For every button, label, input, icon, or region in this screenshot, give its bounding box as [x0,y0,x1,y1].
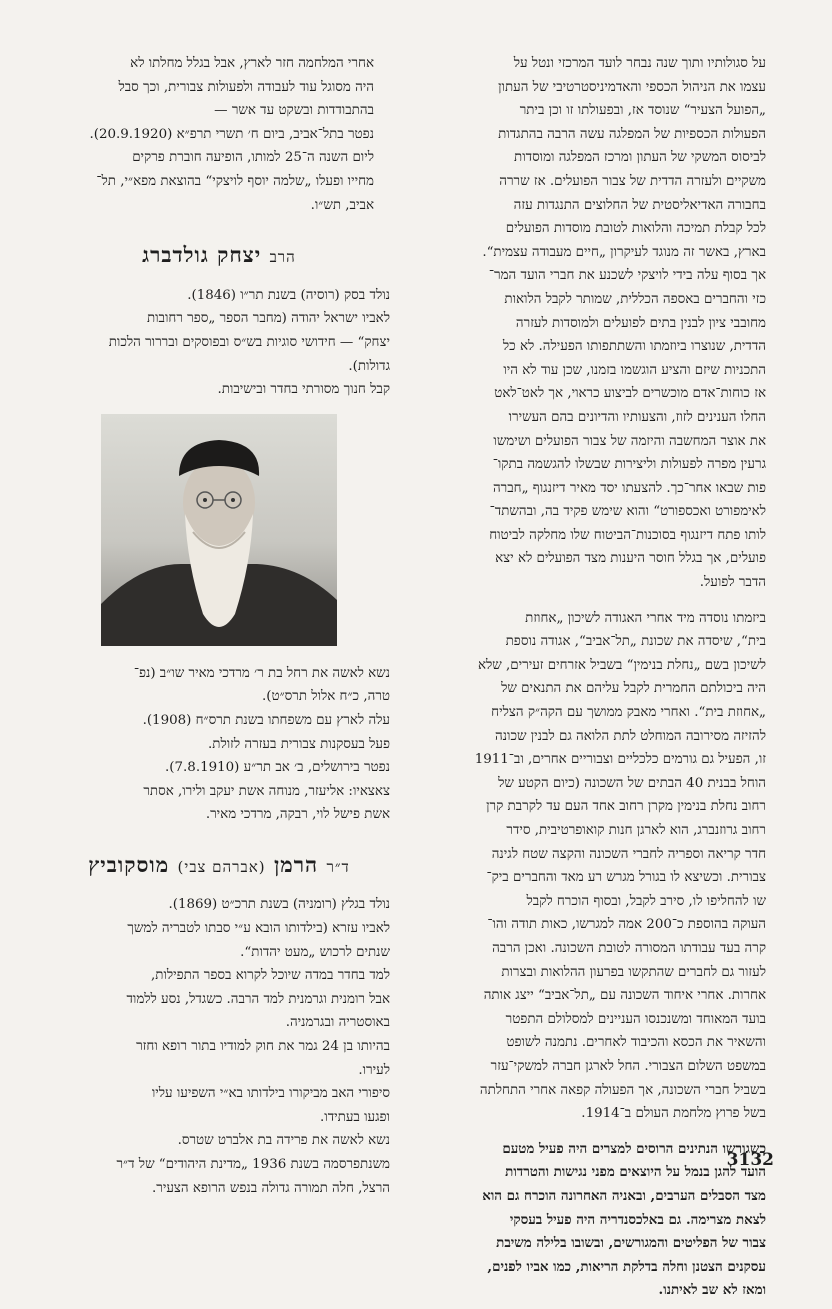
paragraph-nahalat-binyamin [402,607,782,1126]
text-line: „אחוזת בית“. ואחרי מאבק ממושך עם הקה״ק הצליח [491,705,766,721]
text-line: באוסטריה ובגרמניה. [285,1015,390,1031]
goldberg-bio-part1 [48,284,390,402]
text-line: מחייו ופעלו „שלמה יוסף לויצקי“ בהוצאת מפא״י, תל־ [96,173,374,189]
text-line: היה ביכולתם החמרית לקבל עליהם את התנאים של [501,681,766,697]
text-line: הרצל, חלה תמורה גדולה בנפש הרופא הצעיר. [151,1180,390,1196]
text-line: קרה בעד עבודתו המסורה לטובת השכונה. ואכן הרבה [492,940,766,956]
text-line: עסקנים הצטנן וחלה בדלקת הריאות, כמו אביו לפנים, [487,1258,766,1275]
text-line: צאצאיו: אליעזר, מנוחה אשת יעקב ולירו, אסתר [143,783,390,799]
text-line: פות שבאו אחר־כך. להצעתו יסד מאיר דיזנגוף „חברה [492,480,766,496]
text-line: היה מסוגל עוד לעבודה ולפעולות צבורית, וכך סבל [118,79,374,95]
text-line: ומאז לא שב לאיתנו. [658,1282,766,1299]
text-line: נולד בגלץ (רומניה) בשנת תרכ״ט (1869). [168,897,390,913]
text-line: אחרות. אחרי איחוד השכונה עם „תל־אביב“ ייצג אותה [483,988,766,1004]
heading-title-prefix-dr: ד״ר [326,857,350,876]
text-line: והשאיר את הכסא והכיבוד לאחרים. נתמנה לשופט [506,1035,766,1051]
text-line: לאימפורט ואכספורט“ והוא שימש פקיד בה, ובהשתד־ [489,504,766,520]
text-line: הדדית, שנוצרו ביוזמתו והשתתפותו הפעילה. לא כל [502,339,766,355]
text-line: ופגעו בעתידו. [320,1109,390,1125]
text-line: לביסוס המשקי של העתון ומרכז המפלגה ומוסדות [514,150,766,166]
text-line: רחוב גרוזנברג, הוא לארגן חנות קואופרטיבית, סידר [506,823,766,838]
text-line: כזי והחברים באספה הכללית, שמותר לקבל הלואות [504,291,766,307]
heading-name: יצחק גולדברג [142,242,262,268]
heading-hebrew-name: (אברהם צבי) [177,857,266,876]
text-line: שו להחליפו לו, סירב לקבל, ובסוף הוכרח לקבל [526,893,766,909]
text-line: צבורית. וכשיצא לו בגורל מגרש רע מאד והחברים ביק־ [486,870,766,886]
text-line: הפעולות הכספיות של המפלגה עשה הרבה בהתגדות [498,126,766,142]
text-line: החלו הענינים לזוז, והצעותיו והדיונים בהם העשירו [508,409,766,425]
text-line: ליום השנה ה־25 למותו, הופיעה חוברת פרקים [132,150,374,166]
text-line: משקיים ולעזרה הדדית של צבור הפועלים. אז שררה [499,173,766,189]
text-line: זו, הפעיל גם גורמים כלכליים וצבוריים אחרים, וב־1911 [474,752,766,768]
moskovitz-bio [48,893,390,1200]
text-line: לשיכון בשם „נחלת בנימין“ בשביל אזרחים זעירים, שלא [477,657,766,673]
page-number: 3132 [726,1150,774,1170]
paragraph-levitzki-activities [402,52,782,595]
text-line: קבל חנוך מסורתי בחדר ובישיבות. [217,382,390,398]
text-line: למד בחדר במדה שיוכל לקרוא בספר התפילות, [151,968,390,984]
left-column [48,52,390,1200]
text-line: אך בסוף עלה בידי לויצקי לשכנע את חברי הועד המר־ [488,268,766,284]
text-line: לעירו. [358,1062,390,1078]
text-line: נפטר בירושלים, ב׳ אב תר״ע (7.8.1910). [165,760,390,776]
text-line: בשביל חברי השכונה, אך הפעולה קפאה אחרי התחלתה [479,1082,766,1098]
text-line: בועד המאוחד ומשנכנסו העניינים למסלולם התפטר [505,1011,766,1027]
text-line: בהתבודדות ובשקט עד אשר — [214,103,374,119]
paragraph-levitzki-death [48,52,390,217]
text-line: פועלים, אך בגלל חוסר היענות מצד הפועלים לא יצא [495,551,766,567]
text-line: טרה, כ״ח אלול תרס״ט). [262,689,390,705]
text-line: בשל פרוץ מלחמת העולם ב־1914. [581,1106,766,1122]
text-line: גדולות). [348,358,390,374]
text-line: אחרי המלחמה חזר לארץ, אבל בגלל מחלתו לא [130,56,374,71]
text-line: לותו פתח דיזנגוף בסוכנות־הביטוח שלו מחלקה לביטוח [489,527,766,543]
text-line: התכניות שיזם והציע הוגשמו בזמנו, שכן עוד לא היו [503,362,766,378]
heading-herman-moskovitz [48,853,390,880]
text-line: משנתפרסמה בשנת 1936 „מדינת היהודים“ של ד״ר [116,1157,390,1172]
text-line: „הפועל הצעיר“ שנוסד אז, ובפעולתו זו וכן ביתר [519,103,766,119]
text-line: סיפורי האב מביקורו בילדותו בא״י השפיעו עליו [151,1086,390,1102]
heading-yitzhak-goldberg [48,243,390,270]
text-line: בארץ, באשר זה מנוגד לעיקרון „חיים מעבודה עצמית“. [482,244,766,260]
text-line: אז כוחות־אדם מוכשרים לביצוע כראוי, אך לאט־לאט [494,386,766,402]
text-line: מחובבי ציון לבנין בתים לפועלים ולמוסדות לעזרה [515,315,766,331]
text-line: בהיותו בן 24 גמר את חוק למודיו בתור רופא וחזר [136,1039,390,1055]
text-line: כשגורשו הנתינים הרוסים למצרים היה פעיל מטעם [502,1140,766,1157]
text-line: הוחל בבנית 40 הבתים של השכונה (כיום הקטע של [498,775,766,791]
text-line: שנתים לרכוש „מעט יהדות“. [240,944,390,960]
text-line: את אוצר המחשבה והיזמה של צבור הפועלים ושימשו [493,433,766,449]
text-line: נשא לאשה את פרידה בת אלברט שטרס. [177,1133,390,1149]
text-line: גרעין מפרה לפעולות וליצירות שבשלו להגשמה בתקו־ [492,457,766,473]
text-line: הדבר לפועל. [699,575,766,591]
text-line: לאביו עזרא (בילדותו הובא ע״י סבתו לטבריה למשך [127,921,390,937]
text-line: העוקה בהוספת כ־200 אמה למגרשו, כאות תודה והו־ [487,917,766,933]
text-line: אביב, תש״ו. [310,197,374,213]
text-line: עצמו את הניהול הכספי והאדמיניסטרטיבי של העתון [498,79,766,95]
goldberg-bio-part2 [48,662,390,827]
text-line: חדר קריאה וספריה לחברי השכונה והקצה שטח לגינה [491,846,766,862]
text-line: נולד בסק (רוסיה) בשנת תר״ו (1846). [187,287,390,303]
heading-first-name: הרמן [273,851,319,877]
text-line: לצאת מצרימה. גם באלכסנדריה היה פעיל בעסקי [509,1211,766,1228]
text-line: נפטר בתל־אביב, ביום ח׳ תשרי תרפ״א (20.9.1920). [89,126,374,142]
text-line: על סגולותיו ותוך שנה נבחר לועד המרכזי ונטל על [513,56,766,71]
text-line: לאביו ישראל יהודה (מחבר הספר „ספר רחובות [146,311,390,327]
text-line: עלה לארץ עם משפחתו בשנת תרס״ח (1908). [142,712,390,728]
text-line: להזיזה מסירובה המוחלט לתת הלואה גם לבנין שכונה [494,728,766,744]
portrait-photo-goldberg [101,414,337,646]
text-line: במשפט השלום הצבורי. החל לארגן חברה למשקי־עזר [490,1058,766,1074]
text-line: לעזור גם לחברים שהתקשו בפרעון ההלואות ובצרות [501,964,766,980]
portrait-illustration [101,414,337,646]
heading-surname: מוסקוביץ [88,851,170,877]
right-column [402,52,782,1309]
text-line: אבל רומנית וגרמנית למד הרבה. כשגדל, נסע ללמוד [126,991,390,1007]
text-line: בית“, שיסדה את שכונת „תל־אביב“, אגודה נוספת [505,634,766,650]
text-line: יצחק“ — חידושי סוגיות בש״ס ובפוסקים ובררור הלכות [108,334,390,350]
text-line: רחוב נחלת בנימין מקרן רחוב אחד העם עד לקרבת קרן [486,799,766,815]
text-line: לכל קבלת תמיכה והלואות לטובת מוסדות הפועלים [505,221,766,237]
text-line: פעל בעסקנות צבורית בעזרה לזולת. [208,736,390,752]
paragraph-deportation-egypt [402,1138,782,1303]
text-line: ביזמתו נוסדה מיד אחרי האגודה לשיכון „אחוזת [525,610,766,626]
heading-title-prefix: הרב [269,248,296,267]
text-line: נשא לאשה את רחל בת ר׳ מרדכי מאיר שו״ב (נפ־ [133,665,390,681]
text-line: אשת פישל לוי, רבקה, מרדכי מאיר. [205,807,390,823]
text-line: צבור של הפליטים והמגורשים, ובשובו בלילה משיבת [496,1235,766,1252]
text-line: מצד הסבלים הערבים, ובאניה האחרונה הוכרח גם הוא [482,1187,766,1204]
text-line: הועד להגן בנמל על היוצאים מפני נגישות והטרדות [505,1164,766,1181]
text-line: בחבורה האדיאליסטית של החלוצים התנגדות עזה [513,197,766,213]
